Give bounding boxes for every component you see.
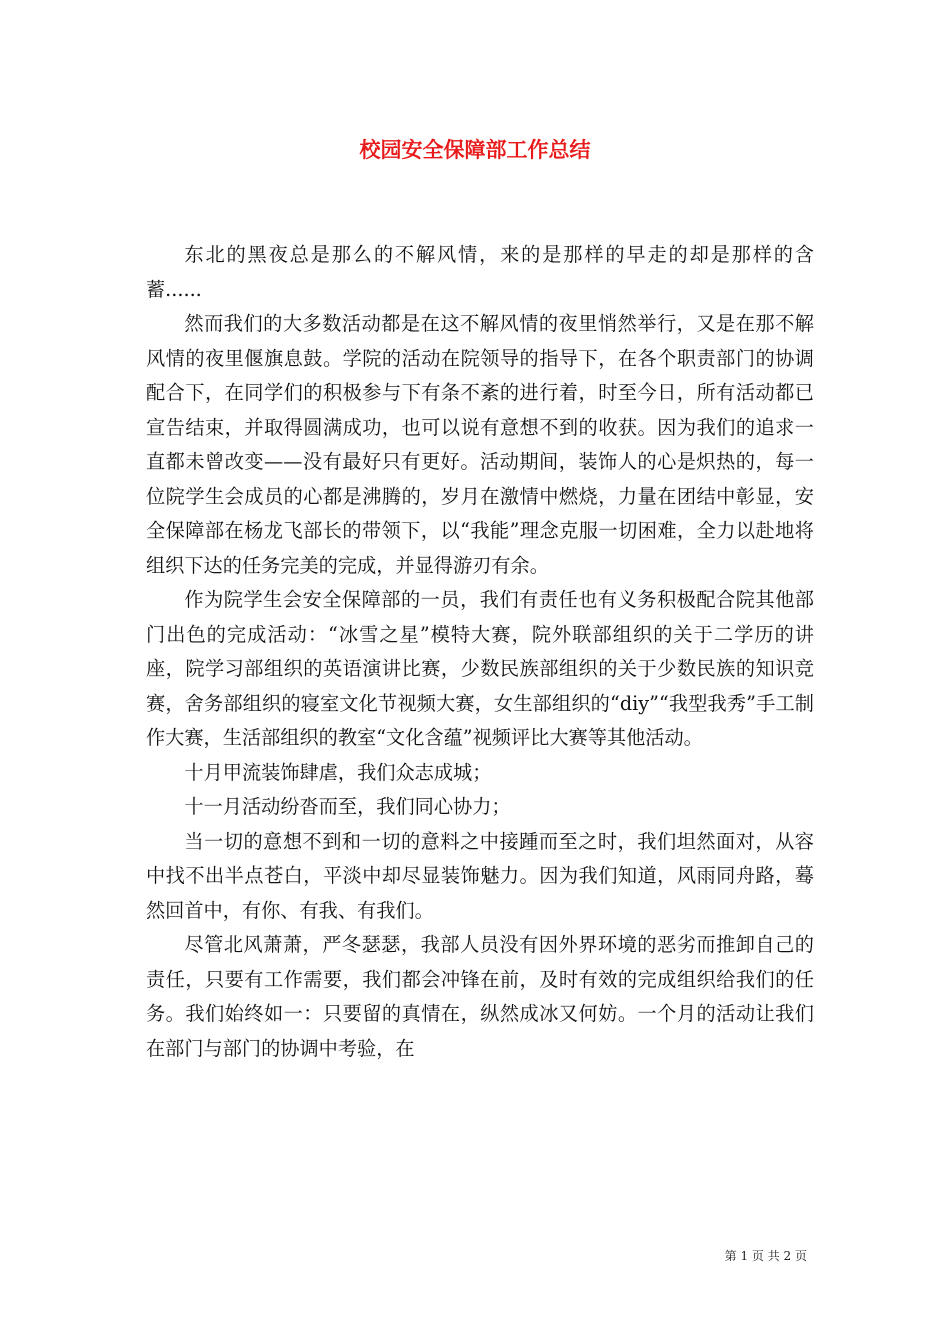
paragraph: 十一月活动纷沓而至，我们同心协力；	[184, 795, 511, 818]
page-number: 第 1 页 共 2 页	[724, 1249, 807, 1263]
paragraph: 尽管北风萧萧，严冬瑟瑟，我部人员没有因外界环境的恶劣而推卸自己的责任，只要有工作需要，我们都会冲锋在前，及时有效的完成组织给我们的任务。我们始终如一：只要留的真情在，纵然成冰又何妨。一个月的活动让我们在部门与部门的协调中考验，在	[146, 933, 814, 1060]
paragraph: 作为院学生会安全保障部的一员，我们有责任也有义务积极配合院其他部门出色的完成活动：“冰雪之星”模特大赛，院外联部组织的关于二学历的讲座，院学习部组织的英语演讲比赛，少数民族部组织的关于少数民族的知识竞赛，舍务部组织的寝室文化节视频大赛，女生部组织的“diy”“我型我秀”手工制作大赛，生活部组织的教室“文化含蕴”视频评比大赛等其他活动。	[146, 588, 814, 749]
document-body	[146, 238, 814, 1066]
document-title: 校园安全保障部工作总结	[359, 137, 591, 162]
paragraph: 然而我们的大多数活动都是在这不解风情的夜里悄然举行，又是在那不解风情的夜里偃旗息鼓。学院的活动在院领导的指导下，在各个职责部门的协调配合下，在同学们的积极参与下有条不紊的进行着，时至今日，所有活动都已宣告结束，并取得圆满成功，也可以说有意想不到的收获。因为我们的追求一直都未曾改变——没有最好只有更好。活动期间，装饰人的心是炽热的，每一位院学生会成员的心都是沸腾的，岁月在激情中燃烧，力量在团结中彰显，安全保障部在杨龙飞部长的带领下，以“我能”理念克服一切困难，全力以赴地将组织下达的任务完美的完成，并显得游刃有余。	[146, 312, 814, 577]
paragraph: 东北的黑夜总是那么的不解风情，来的是那样的早走的却是那样的含蓄......	[146, 243, 814, 301]
paragraph: 十月甲流装饰肆虐，我们众志成城；	[184, 760, 492, 784]
paragraph: 当一切的意想不到和一切的意料之中接踵而至之时，我们坦然面对，从容中找不出半点苍白，平淡中却尽显装饰魅力。因为我们知道，风雨同舟路，蓦然回首中，有你、有我、有我们。	[146, 829, 814, 922]
